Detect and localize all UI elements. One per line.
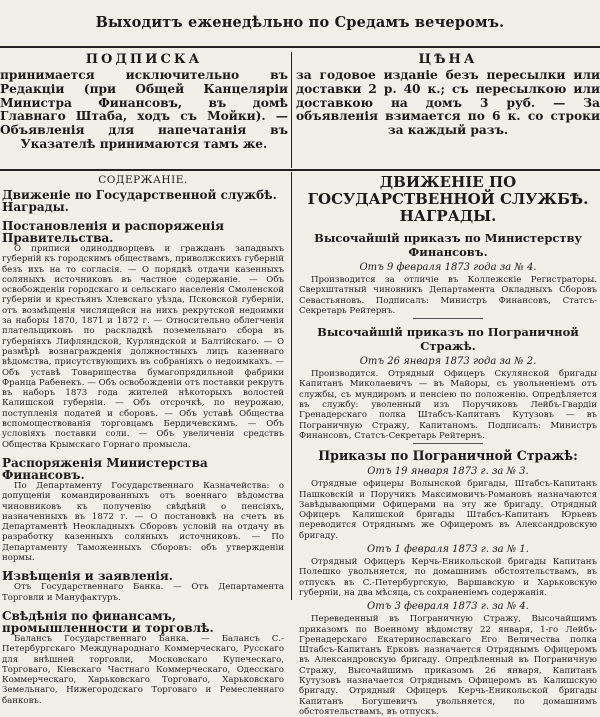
order-text: Производится. Отрядный Офицеръ Скулянской бригады Капитанъ Миколаевичъ — въ Майоры, съ увольненіемъ отъ службы, съ мундиромъ и пенсіею по положенію. Опредѣляется въ службу: уволенный изъ Поручиковъ Лейбъ-Гвардіи Гренадерскаго полка Штабсъ-Капитанъ Кутузовъ — въ Пограничную Стражу, Капитаномъ. Подписалъ: Министръ Финансовъ, Статсъ-Секретарь Рейтернъ. xyxy=(299,369,597,441)
service-title: ДВИЖЕНІЕ ПО ГОСУДАРСТВЕННОЙ СЛУЖБѢ. НАГРАДЫ. xyxy=(307,173,589,225)
contents-section-text: По Департаменту Государственнаго Казначейства: о допущеніи командированныхъ отъ военнаго вѣдомства чиновниковъ къ полученію свѣдѣній о пенсіяхъ, назначенныхъ въ 1872 г. — О постановкѣ на счетъ въ Департаментѣ Неокладныхъ Сборовъ условій на отдачу въ разработку казенныхъ соляныхъ источниковъ. — По Департаменту Таможенныхъ Сборовъ: объ утвержденіи нормы. xyxy=(2,480,284,564)
contents-section-heading: Постановленія и распоряженія Правительства. xyxy=(2,219,225,245)
subscription-heading: ПОДПИСКА xyxy=(85,52,203,67)
order-date: Отъ 26 января 1873 года за № 2. xyxy=(359,356,537,368)
subscription-text: принимается исключительно въ Редакціи (при Общей Канцеляріи Министра Финансовъ, въ домѣ Главнаго Штаба, ходъ съ Мойки). — Объявленія для напечатанія въ Указателѣ принимаются тамъ же. xyxy=(0,68,288,151)
contents-section-text: Отъ Государственнаго Банка. — Отъ Департамента Торговли и Мануфактуръ. xyxy=(2,582,284,603)
column-divider-top xyxy=(291,52,292,168)
order-date: Отъ 3 февраля 1873 г. за № 4. xyxy=(367,601,529,613)
masthead-rule xyxy=(0,46,600,48)
order-text: Производится за отличіе въ Коллежскіе Регистраторы. Сверхштатный чиновникъ Департамента Окладныхъ Сборовъ Севастьяновъ. Подписалъ: Министръ Финансовъ, Статсъ-Секретарь Рейтернъ. xyxy=(299,275,597,316)
order-heading: Приказы по Пограничной Стражѣ: xyxy=(318,448,578,464)
contents-title: СОДЕРЖАНІЕ. xyxy=(98,174,188,186)
order-divider xyxy=(413,318,483,319)
order-heading: Высочайшій приказъ по Министерству Финансовъ. xyxy=(314,231,582,259)
contents-column xyxy=(2,172,284,706)
order-divider xyxy=(413,443,483,444)
masthead: Выходитъ еженедѣльно по Средамъ вечеромъ. xyxy=(95,14,505,31)
contents-section-heading: Движеніе по Государственной службѣ. Награды. xyxy=(2,188,277,214)
subscription-box xyxy=(0,52,288,168)
column-divider xyxy=(291,172,292,600)
header-rule xyxy=(0,169,600,171)
contents-section-text: О приписи одиноддворцевъ и гражданъ западныхъ губерній къ городскимъ обществамъ, приволжскихъ губерній безъ ихъ на то согласія. — О порядкѣ отдачи казенныхъ соляныхъ источниковъ въ частное содержаніе. — Объ освобожденіи городскаго и сельскаго населенія Смоленской губерніи и крестьянъ Хлевскаго уѣзда, Псковской губерніи, отъ возмѣщенія числящейся на нихъ рекрутской недоимки за наборы 1870, 1871 и 1872 г. — Относительно облегченія плательщиковъ по раскладкѣ поземельнаго сбора въ губерніяхъ Лифляндской, Курляндской и Балтійскаго. — О размѣрѣ вознагражденія должностныхъ лицъ казеннаго вѣдомства, присутствующихъ въ собраніяхъ о недоимкахъ. — Объ уставѣ Товарищества бумагопрядильной фабрики Франца Рабенекъ. — Объ освобожденіи отъ поставки рекрутъ въ наборъ 1873 года жителей нѣкоторыхъ волостей Калишской губерніи. — Объ отсрочкѣ, по неурожаю, поступленія податей и сборовъ. — Объ уставѣ Общества вспомоществованія торговцамъ Бердичевскимъ. — Объ условіяхъ поставки соли. — Объ увеличеніи средствъ Общества Крымскаго Горнаго промысла. xyxy=(2,244,284,450)
contents-section-heading: Распоряженія Министерства Финансовъ. xyxy=(2,455,208,482)
order-date: Отъ 9 февраля 1873 года за № 4. xyxy=(359,262,537,273)
price-box xyxy=(296,52,600,168)
contents-section-heading: Свѣдѣнія по финансамъ, промышленности и торговлѣ. xyxy=(2,608,214,635)
price-heading: ЦѢНА xyxy=(418,52,478,67)
order-text: Отрядный Офицеръ Керчь-Еникольской бригады Капитанъ Полешко увольняется, по домашнимъ обстоятельствамъ, въ отпускъ въ С.-Петербургскую, Варшавскую и Харьковскую губерніи, на два мѣсяца, съ сохраненіемъ содержанія. xyxy=(299,557,597,598)
service-column xyxy=(299,172,597,717)
contents-section-heading: Извѣщенія и заявленія. xyxy=(2,569,173,584)
order-text: Отрядные офицеры Волынской бригады, Штабсъ-Капитанъ Пашковскій и Поручикъ Максимовичъ-Романовъ назначаются Завѣдывающими Офицерами на эту же бригаду. Отрядный Офицеръ Калишской бригады Штабсъ-Капитанъ Юрьевъ переводится Отряднымъ же Офицеромъ въ Александровскую бригаду. xyxy=(299,479,597,541)
contents-section-text: Балансъ Государственнаго Банка. — Балансъ С.-Петербургскаго Международнаго Коммерческаго, Русскаго для внѣшней торговли, Московскаго Купеческаго, Торговаго, Кіевскаго Частнаго Коммерческаго, Одесскаго Коммерческаго, Харьковскаго Торговаго, Харьковскаго Земельнаго, Нижегородскаго Торговаго и Ремесленнаго банковъ. xyxy=(2,633,284,706)
order-date: Отъ 1 февраля 1873 г. за № 1. xyxy=(367,544,529,556)
order-date: Отъ 19 января 1873 г. за № 3. xyxy=(367,466,529,478)
order-text: Переведенный въ Пограничную Стражу, Высочайшимъ приказомъ по Военному вѣдомству 22 января, 1-го Лейбъ-Гренадерскаго Екатеринославскаго Его Величества полка Штабсъ-Капитанъ Ерковъ назначается Отряднымъ Офицеромъ въ Александровскую бригаду. Опредѣленный въ Пограничную Стражу, Высочайшимъ приказомъ 26 января, Капитанъ Кутузовъ назначается Отряднымъ Офицеромъ въ Калишскую бригаду. Отрядный Офицеръ Керчь-Еникольской бригады Капитанъ Богушевичъ увольняется, по домашнимъ обстоятельствамъ, въ отпускъ. xyxy=(299,614,597,717)
price-text: за годовое изданіе безъ пересылки или доставки 2 р. 40 к.; съ пересылкою или доставкою на домъ 3 руб. — За объявленія взимается по 6 к. со строки за каждый разъ. xyxy=(296,68,600,138)
order-heading: Высочайшій приказъ по Пограничной Стражѣ. xyxy=(317,325,579,354)
